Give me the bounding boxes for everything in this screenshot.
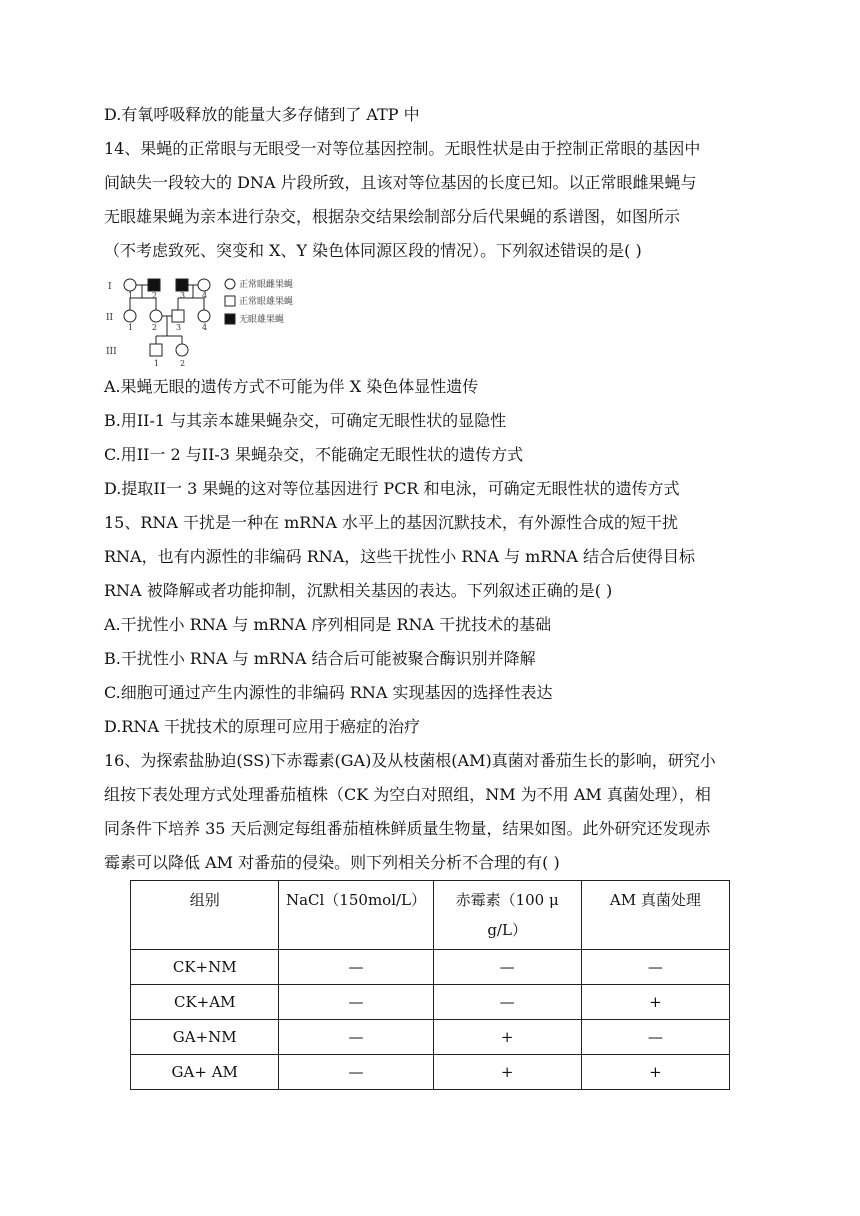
option-15d: D.RNA 干扰技术的原理可应用于癌症的治疗 xyxy=(104,717,421,736)
option-14d: D.提取II一 3 果蝇的这对等位基因进行 PCR 和电泳，可确定无眼性状的遗传方式 xyxy=(104,479,680,498)
table-row xyxy=(131,1020,730,1055)
question-16-line-2: 组按下表处理方式处理番茄植株（CK 为空白对照组，NM 为不用 AM 真菌处理），相 xyxy=(104,785,711,804)
legend-label-eyeless-male: 无眼雄果蝇 xyxy=(239,315,285,325)
option-15b: B.干扰性小 RNA 与 mRNA 结合后可能被聚合酶识别并降解 xyxy=(104,649,536,668)
gen2-female-2 xyxy=(150,310,162,322)
gen-label-iii: III xyxy=(106,347,117,357)
table-row xyxy=(131,985,730,1020)
header-nacl: NaCl（150mol/L） xyxy=(279,881,433,950)
gen3-male-1 xyxy=(150,344,162,356)
header-ga-part1: 赤霉素（100 μ xyxy=(455,891,559,909)
cell-group: CK+AM xyxy=(131,985,279,1020)
cell-ga: — xyxy=(433,950,581,985)
option-14a: A.果蝇无眼的遗传方式不可能为伴 X 染色体显性遗传 xyxy=(104,377,479,396)
legend-eyeless-male-symbol xyxy=(225,314,235,324)
cell-group: CK+NM xyxy=(131,950,279,985)
gen-label-i: I xyxy=(108,282,112,292)
text-line-13d: D.有氧呼吸释放的能量大多存储到了 ATP 中 xyxy=(104,105,420,124)
gen2-female-1 xyxy=(124,310,136,322)
option-15a: A.干扰性小 RNA 与 mRNA 序列相同是 RNA 干扰技术的基础 xyxy=(104,615,552,634)
question-14-line-3: 无眼雄果蝇为亲本进行杂交，根据杂交结果绘制部分后代果蝇的系谱图，如图所示 xyxy=(104,207,681,226)
gen1-num-2: 2 xyxy=(152,291,158,300)
header-ga xyxy=(433,881,581,950)
legend-male-symbol xyxy=(225,296,235,306)
header-ga-part2: g/L） xyxy=(487,921,527,939)
gen1-male-3 xyxy=(176,279,188,291)
option-15c: C.细胞可通过产生内源性的非编码 RNA 实现基因的选择性表达 xyxy=(104,683,553,702)
header-am: AM 真菌处理 xyxy=(581,881,729,950)
gen-label-ii: II xyxy=(106,313,114,323)
legend-label-normal-male: 正常眼雄果蝇 xyxy=(239,297,294,307)
cell-group: GA+ AM xyxy=(131,1055,279,1090)
gen2-female-4 xyxy=(198,310,210,322)
question-14-line-4: （不考虑致死、突变和 X、Y 染色体同源区段的情况）。下列叙述错误的是( ) xyxy=(104,241,642,260)
gen3-female-2 xyxy=(176,344,188,356)
gen1-female-1 xyxy=(124,279,136,291)
cell-ga: + xyxy=(433,1055,581,1090)
option-14b: B.用II-1 与其亲本雄果蝇杂交，可确定无眼性状的显隐性 xyxy=(104,411,507,430)
gen1-num-1: 1 xyxy=(128,291,134,300)
cell-ga: + xyxy=(433,1020,581,1055)
table-row xyxy=(131,950,730,985)
gen2-num-2: 2 xyxy=(152,323,158,332)
treatment-table xyxy=(130,880,730,1090)
question-16-line-4: 霉素可以降低 AM 对番茄的侵染。则下列相关分析不合理的有( ) xyxy=(104,853,560,872)
cell-nacl: — xyxy=(279,1020,433,1055)
gen2-num-4: 4 xyxy=(202,323,208,332)
cell-am: — xyxy=(581,1020,729,1055)
cell-am: + xyxy=(581,1055,729,1090)
gen2-male-3 xyxy=(172,310,184,322)
gen1-num-3: 3 xyxy=(180,291,186,300)
cell-group: GA+NM xyxy=(131,1020,279,1055)
cell-nacl: — xyxy=(279,985,433,1020)
gen3-num-1: 1 xyxy=(154,359,160,368)
question-16-line-1: 16、为探索盐胁迫(SS)下赤霉素(GA)及从枝菌根(AM)真菌对番茄生长的影响，研究小 xyxy=(104,751,716,770)
table-header-row xyxy=(131,881,730,950)
cell-am: — xyxy=(581,950,729,985)
gen1-num-4: 4 xyxy=(202,291,208,300)
question-16-line-3: 同条件下培养 35 天后测定每组番茄植株鲜质量生物量，结果如图。此外研究还发现赤 xyxy=(104,819,711,838)
legend-label-normal-female: 正常眼雌果蝇 xyxy=(239,280,294,290)
cell-nacl: — xyxy=(279,950,433,985)
gen3-num-2: 2 xyxy=(180,359,186,368)
option-14c: C.用II一 2 与II-3 果蝇杂交，不能确定无眼性状的遗传方式 xyxy=(104,445,524,464)
question-15-line-1: 15、RNA 干扰是一种在 mRNA 水平上的基因沉默技术，有外源性合成的短干扰 xyxy=(104,513,678,532)
pedigree-diagram xyxy=(104,274,364,370)
question-15-line-2: RNA，也有内源性的非编码 RNA，这些干扰性小 RNA 与 mRNA 结合后使得目标 xyxy=(104,547,696,566)
question-15-line-3: RNA 被降解或者功能抑制，沉默相关基因的表达。下列叙述正确的是( ) xyxy=(104,581,613,600)
legend-female-symbol xyxy=(225,279,235,289)
question-14-line-2: 间缺失一段较大的 DNA 片段所致，且该对等位基因的长度已知。以正常眼雌果蝇与 xyxy=(104,173,697,192)
cell-am: + xyxy=(581,985,729,1020)
gen2-num-1: 1 xyxy=(128,323,134,332)
gen1-female-4 xyxy=(198,279,210,291)
cell-nacl: — xyxy=(279,1055,433,1090)
gen2-num-3: 3 xyxy=(176,323,182,332)
question-14-line-1: 14、果蝇的正常眼与无眼受一对等位基因控制。无眼性状是由于控制正常眼的基因中 xyxy=(104,139,701,158)
table-row xyxy=(131,1055,730,1090)
header-group: 组别 xyxy=(131,881,279,950)
gen1-male-2 xyxy=(148,279,160,291)
cell-ga: — xyxy=(433,985,581,1020)
